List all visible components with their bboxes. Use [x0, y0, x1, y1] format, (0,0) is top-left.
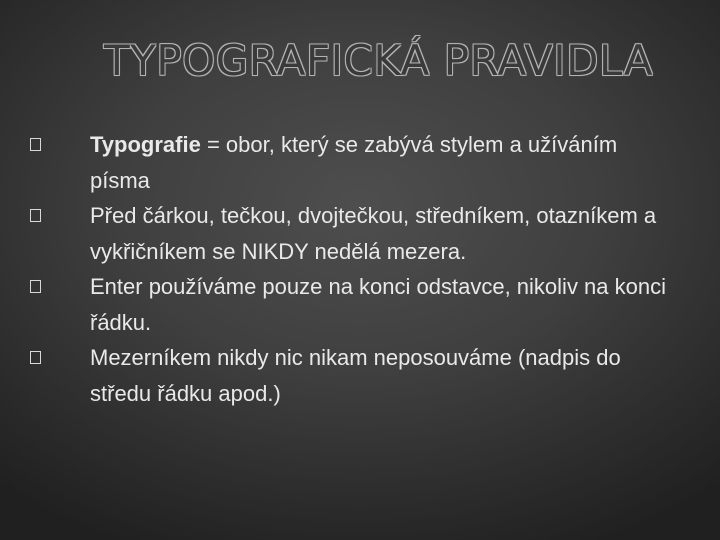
bullet-text: Enter používáme pouze na konci odstavce, nikoliv na konci řádku.: [90, 274, 666, 335]
slide-title: TYPOGRAFICKÁ PRAVIDLA: [104, 36, 654, 85]
bullet-list: [86, 127, 676, 411]
bullet-item: [86, 127, 676, 198]
bullet-text: Před čárkou, tečkou, dvojtečkou, středníkem, otazníkem a vykřičníkem se NIKDY nedělá mezera.: [90, 203, 657, 264]
bullet-text: [90, 132, 617, 193]
bullet-item: [86, 198, 676, 269]
bullet-text-rest: = obor, který se zabývá stylem a užíváním písma: [90, 132, 618, 193]
square-bullet-icon: [30, 138, 41, 151]
square-bullet-icon: [30, 209, 41, 222]
bullet-item: [86, 269, 676, 340]
square-bullet-icon: [30, 280, 41, 293]
square-bullet-icon: [30, 351, 41, 364]
bold-term: Typografie: [90, 132, 201, 157]
bullet-item: [86, 340, 676, 411]
bullet-text: Mezerníkem nikdy nic nikam neposouváme (nadpis do středu řádku apod.): [90, 345, 621, 406]
